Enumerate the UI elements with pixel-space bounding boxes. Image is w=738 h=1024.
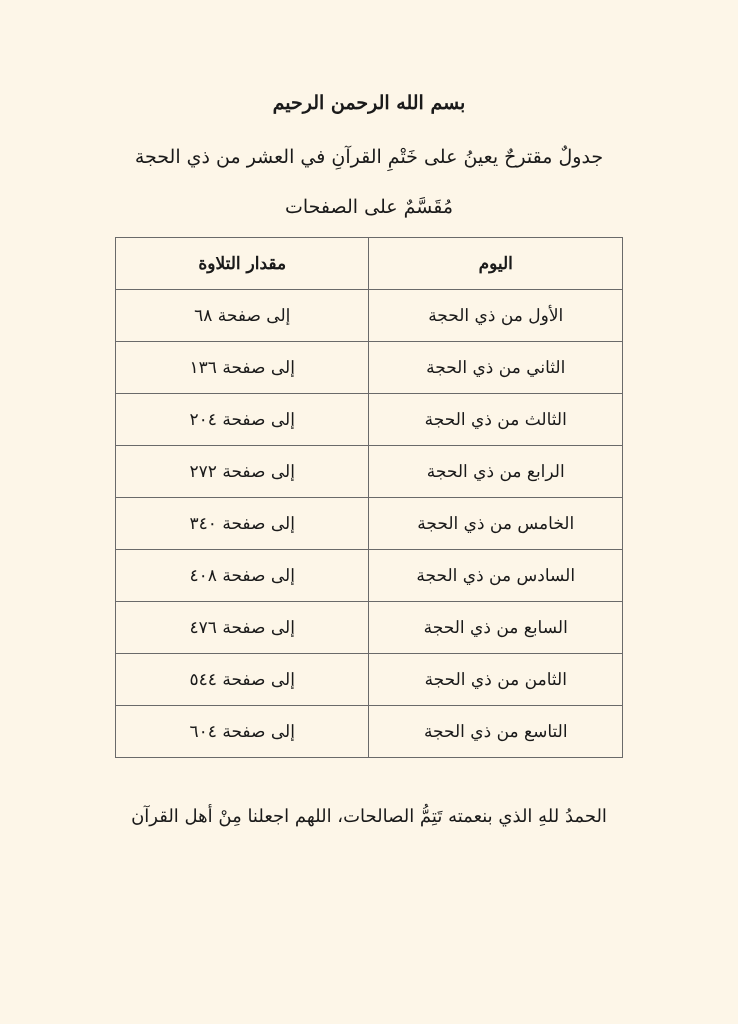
amount-cell: إلى صفحة ٢٧٢ [116, 446, 369, 498]
amount-cell: إلى صفحة ٥٤٤ [116, 654, 369, 706]
basmala-heading: بسم الله الرحمن الرحيم [272, 92, 466, 114]
table-header-row [116, 238, 623, 290]
day-cell: الثالث من ذي الحجة [369, 394, 623, 446]
amount-cell: إلى صفحة ٦٠٤ [116, 706, 369, 758]
table-row [116, 654, 623, 706]
day-cell: الخامس من ذي الحجة [369, 498, 623, 550]
day-cell: الرابع من ذي الحجة [369, 446, 623, 498]
column-header-day: اليوم [369, 238, 623, 290]
table-row [116, 342, 623, 394]
amount-cell: إلى صفحة ١٣٦ [116, 342, 369, 394]
day-cell: الثامن من ذي الحجة [369, 654, 623, 706]
amount-cell: إلى صفحة ٢٠٤ [116, 394, 369, 446]
closing-supplication: الحمدُ للهِ الذي بنعمته تَتِمُّ الصالحات، اللهم اجعلنا مِنْ أهل القرآن [131, 806, 607, 827]
column-header-amount: مقدار التلاوة [116, 238, 369, 290]
table-row [116, 290, 623, 342]
table-row [116, 550, 623, 602]
document-title: جدولٌ مقترحٌ يعينُ على خَتْمِ القرآنِ في العشر من ذي الحجة [134, 146, 604, 168]
document-subtitle: مُقَسَّمٌ على الصفحات [284, 196, 454, 218]
day-cell: الثاني من ذي الحجة [369, 342, 623, 394]
day-cell: السابع من ذي الحجة [369, 602, 623, 654]
reading-schedule-table [115, 237, 623, 758]
table-row [116, 706, 623, 758]
table-row [116, 498, 623, 550]
table-row [116, 394, 623, 446]
amount-cell: إلى صفحة ٦٨ [116, 290, 369, 342]
amount-cell: إلى صفحة ٤٧٦ [116, 602, 369, 654]
day-cell: التاسع من ذي الحجة [369, 706, 623, 758]
amount-cell: إلى صفحة ٤٠٨ [116, 550, 369, 602]
table-row [116, 602, 623, 654]
day-cell: السادس من ذي الحجة [369, 550, 623, 602]
table-row [116, 446, 623, 498]
amount-cell: إلى صفحة ٣٤٠ [116, 498, 369, 550]
day-cell: الأول من ذي الحجة [369, 290, 623, 342]
